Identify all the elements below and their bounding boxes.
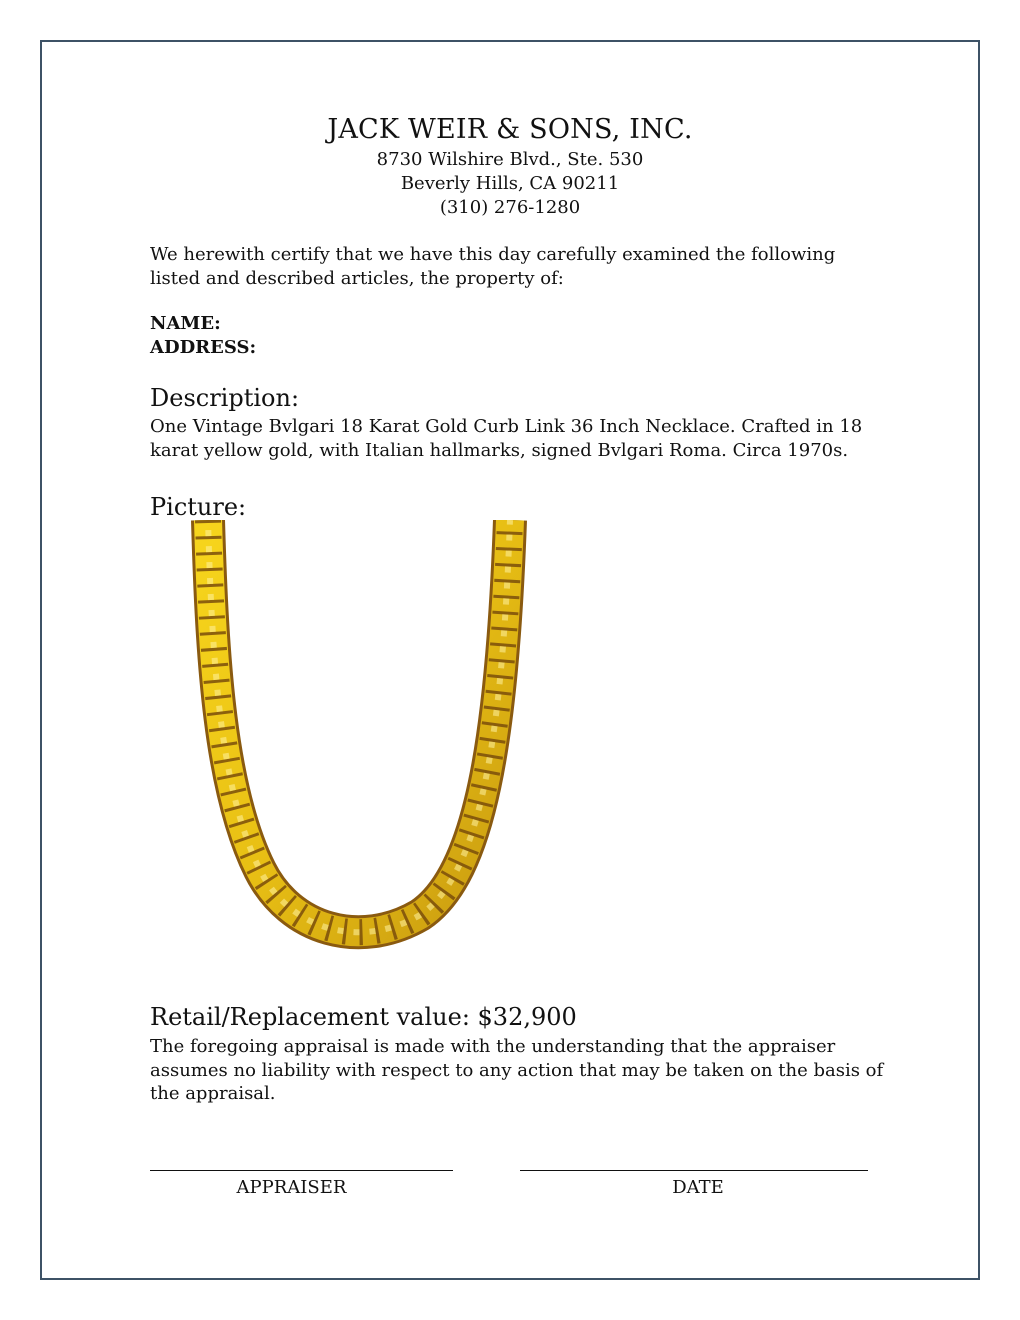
picture-heading: Picture:	[150, 493, 247, 521]
company-name: JACK WEIR & SONS, INC.	[327, 114, 693, 145]
name-label: NAME:	[150, 313, 221, 334]
address-line-1: 8730 Wilshire Blvd., Ste. 530	[376, 149, 644, 170]
appraiser-signature-line	[150, 1170, 453, 1171]
company-phone: (310) 276-1280	[439, 197, 581, 218]
address-label: ADDRESS:	[150, 337, 257, 358]
date-label: DATE	[672, 1177, 724, 1198]
necklace-image	[180, 520, 540, 960]
description-text: One Vintage Bvlgari 18 Karat Gold Curb Link 36 Inch Necklace. Crafted in 18 karat yellow gold, with Italian hallmarks, signed Bvlgari Roma. Circa 1970s.	[150, 416, 863, 461]
date-signature-line	[520, 1170, 868, 1171]
retail-value-heading: Retail/Replacement value: $32,900	[150, 1003, 577, 1031]
address-line-2: Beverly Hills, CA 90211	[400, 173, 620, 194]
appraiser-label: APPRAISER	[236, 1177, 347, 1198]
gold-curb-chain-necklace-icon	[208, 520, 510, 932]
appraisal-disclaimer: The foregoing appraisal is made with the understanding that the appraiser assumes no liability with respect to any action that may be taken on the basis of the appraisal.	[150, 1036, 884, 1104]
description-heading: Description:	[150, 384, 300, 412]
certification-intro: We herewith certify that we have this day carefully examined the following listed and described articles, the property of:	[150, 244, 836, 289]
